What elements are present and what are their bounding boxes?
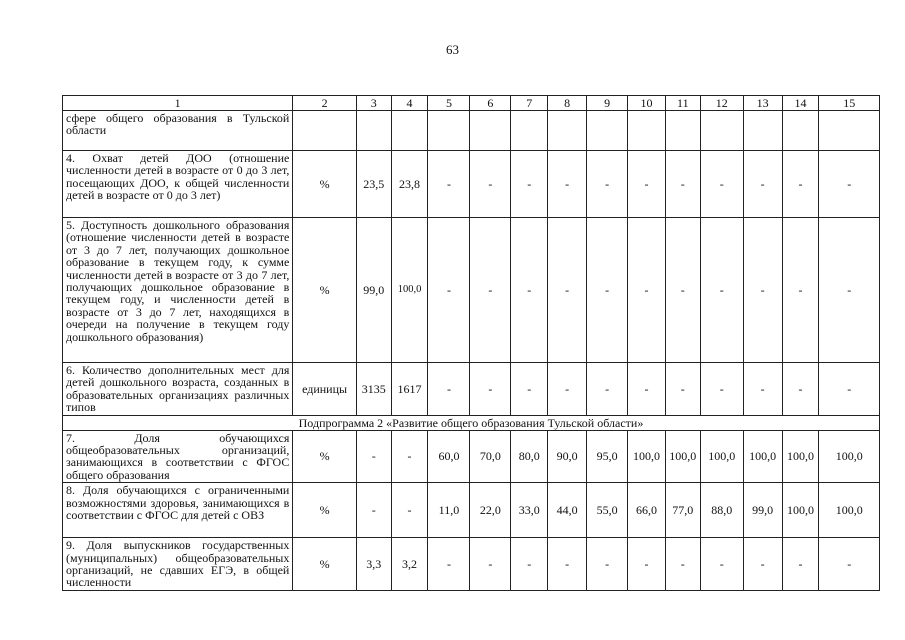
value-cell: - [356,483,391,538]
value-cell: - [428,538,470,591]
value-cell: - [548,538,587,591]
value-cell: - [665,538,700,591]
value-cell: - [782,218,819,363]
value-cell: - [587,538,628,591]
value-cell: - [700,151,743,218]
value-cell [511,111,548,151]
value-cell: 100,0 [700,430,743,483]
value-cell: - [819,363,880,416]
value-cell: 3135 [356,363,391,416]
value-cell [700,111,743,151]
value-cell: - [628,538,666,591]
unit-cell: % [293,151,356,218]
value-cell: 3,2 [391,538,428,591]
header-cell: 15 [819,96,880,111]
value-cell: - [782,538,819,591]
value-cell [628,111,666,151]
header-cell: 9 [587,96,628,111]
value-cell: - [743,151,782,218]
value-cell [470,111,511,151]
unit-cell: % [293,218,356,363]
value-cell [819,111,880,151]
indicator-name-cell: 8. Доля обучающихся с ограниченными возможностями здоровья, занимающихся в соответствии с ФГОС для детей с ОВЗ [63,483,293,538]
value-cell [743,111,782,151]
unit-cell: % [293,538,356,591]
value-cell: - [700,218,743,363]
subprogram-row [63,415,880,430]
header-cell: 3 [356,96,391,111]
table-row [63,363,880,416]
value-cell: 11,0 [428,483,470,538]
unit-cell: единицы [293,363,356,416]
header-cell: 11 [665,96,700,111]
value-cell: - [628,218,666,363]
header-cell: 12 [700,96,743,111]
header-cell: 8 [548,96,587,111]
table-row [63,430,880,483]
value-cell: - [700,363,743,416]
value-cell: - [665,363,700,416]
value-cell [587,111,628,151]
header-cell: 1 [63,96,293,111]
value-cell: - [470,218,511,363]
value-cell: - [587,363,628,416]
value-cell: 55,0 [587,483,628,538]
value-cell: 66,0 [628,483,666,538]
header-cell: 7 [511,96,548,111]
value-cell: 100,0 [665,430,700,483]
unit-cell [293,111,356,151]
value-cell: - [819,538,880,591]
value-cell: - [548,151,587,218]
table-row [63,151,880,218]
value-cell: - [470,538,511,591]
value-cell: 99,0 [356,218,391,363]
value-cell: - [356,430,391,483]
value-cell: - [511,151,548,218]
value-cell: - [700,538,743,591]
header-cell: 2 [293,96,356,111]
value-cell: 100,0 [782,483,819,538]
value-cell: - [782,151,819,218]
value-cell: 100,0 [782,430,819,483]
header-cell: 14 [782,96,819,111]
value-cell: 1617 [391,363,428,416]
header-row [63,96,880,111]
header-cell: 5 [428,96,470,111]
header-cell: 4 [391,96,428,111]
value-cell: 99,0 [743,483,782,538]
page-number: 63 [446,42,459,57]
value-cell [665,111,700,151]
value-cell [782,111,819,151]
value-cell: 23,5 [356,151,391,218]
value-cell: - [391,483,428,538]
value-cell: - [665,218,700,363]
value-cell: 100,0 [391,218,428,363]
value-cell: - [819,218,880,363]
value-cell: - [428,363,470,416]
value-cell: 44,0 [548,483,587,538]
value-cell: - [428,218,470,363]
value-cell: 77,0 [665,483,700,538]
value-cell: 90,0 [548,430,587,483]
value-cell: 3,3 [356,538,391,591]
value-cell: - [548,363,587,416]
value-cell [391,111,428,151]
table-row [63,111,880,151]
value-cell: - [782,363,819,416]
indicator-name-cell: 6. Количество дополнительных мест для детей дошкольного возраста, созданных в образовательных организациях различных типов [63,363,293,416]
value-cell: - [743,538,782,591]
indicator-name-cell: 5. Доступность дошкольного образования (отношение численности детей в возрасте от 3 до 7 лет, получающих дошкольное образование в текущем году, к сумме численности детей в возрасте от 3 до 7 лет, получающих дошкольное образование в текущем году, и численности детей в возрасте от 3 до 7 лет, находящихся в очереди на получение в текущем году дошкольного образования) [63,218,293,363]
value-cell: - [511,363,548,416]
table-row [63,218,880,363]
value-cell: 100,0 [743,430,782,483]
value-cell: 88,0 [700,483,743,538]
value-cell: - [819,151,880,218]
value-cell: 100,0 [628,430,666,483]
value-cell: - [743,363,782,416]
value-cell: - [665,151,700,218]
value-cell: 60,0 [428,430,470,483]
value-cell: - [587,151,628,218]
value-cell: 23,8 [391,151,428,218]
value-cell: 22,0 [470,483,511,538]
header-cell: 6 [470,96,511,111]
value-cell: - [628,151,666,218]
value-cell: - [628,363,666,416]
value-cell: - [428,151,470,218]
indicator-name-cell: 9. Доля выпускников государственных (муниципальных) общеобразовательных организаций, не сдавших ЕГЭ, в общей численности [63,538,293,591]
value-cell: - [511,538,548,591]
unit-cell: % [293,430,356,483]
value-cell: 70,0 [470,430,511,483]
indicator-name-cell: сфере общего образования в Тульской области [63,111,293,151]
subprogram-title: Подпрограмма 2 «Развитие общего образования Тульской области» [63,415,880,430]
table-row [63,538,880,591]
indicator-name-cell: 7. Доля обучающихся общеобразовательных организаций, занимающихся в соответствии с ФГОС общего образования [63,430,293,483]
header-cell: 13 [743,96,782,111]
value-cell: 33,0 [511,483,548,538]
unit-cell: % [293,483,356,538]
header-cell: 10 [628,96,666,111]
value-cell: 95,0 [587,430,628,483]
value-cell: - [743,218,782,363]
value-cell: - [391,430,428,483]
value-cell: - [470,363,511,416]
value-cell: - [470,151,511,218]
value-cell [548,111,587,151]
table-row [63,483,880,538]
value-cell: - [548,218,587,363]
value-cell: - [511,218,548,363]
indicator-name-cell: 4. Охват детей ДОО (отношение численности детей в возрасте от 0 до 3 лет, посещающих ДОО, к общей численности детей в возрасте от 0 до 3 лет) [63,151,293,218]
value-cell: 100,0 [819,430,880,483]
value-cell: - [587,218,628,363]
value-cell: 80,0 [511,430,548,483]
value-cell [356,111,391,151]
value-cell: 100,0 [819,483,880,538]
indicators-table [62,95,880,591]
value-cell [428,111,470,151]
